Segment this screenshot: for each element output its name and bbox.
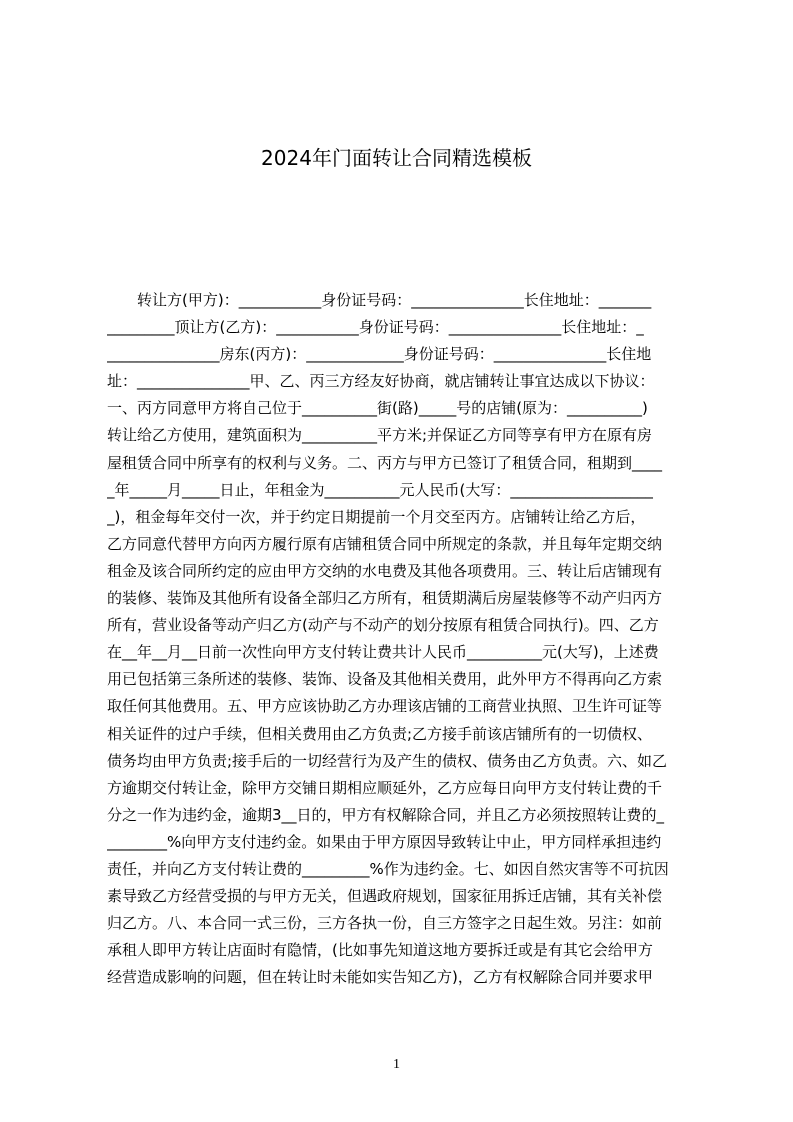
text-line: 转让方(甲方)：___________身份证号码：_______________长住地址：_______ [107,291,652,309]
text-line: 分之一作为违约金，逾期3__日的，甲方有权解除合同，并且乙方必须按照转让费的_ [107,805,665,824]
text-line: 承租人即甲方转让店面时有隐情，(比如事先知道这地方要拆迁或是有其它会给甲方 [107,941,653,960]
text-line: 乙方同意代替甲方向丙方履行原有店铺租赁合同中所规定的条款，并且每年定期交纳 [107,534,663,553]
text-line: 租金及该合同所约定的应由甲方交纳的水电费及其他各项费用。三、转让后店铺现有 [107,561,663,580]
text-line: 方逾期交付转让金，除甲方交铺日期相应顺延外，乙方应每日向甲方支付转让费的千 [107,778,663,797]
page-number: 1 [393,1057,400,1072]
text-line: 经营造成影响的问题，但在转让时未能如实告知乙方)，乙方有权解除合同并要求甲 [107,968,653,987]
text-line: _________顶让方(乙方)：___________身份证号码：_______________长住地址：_ [107,318,644,337]
text-line: 转让给乙方使用，建筑面积为__________平方米;并保证乙方同等享有甲方在原有房 [107,426,653,445]
text-line: 所有，营业设备等动产归乙方(动产与不动产的划分按原有租赁合同执行)。四、乙方 [107,616,659,635]
text-line: 责任，并向乙方支付转让费的_________%作为违约金。七、如因自然灾害等不可抗因 [107,859,669,878]
text-line: 取任何其他费用。五、甲方应该协助乙方办理该店铺的工商营业执照、卫生许可证等 [107,697,663,716]
text-line: 归乙方。八、本合同一式三份，三方各执一份，自三方签字之日起生效。另注：如前 [107,914,663,933]
text-line: _)，租金每年交付一次，并于约定日期提前一个月交至丙方。店铺转让给乙方后， [107,507,646,526]
text-line: 屋租赁合同中所享有的权利与义务。二、丙方与甲方已签订了租赁合同，租期到____ [107,453,663,472]
text-line: 用已包括第三条所述的装修、装饰、设备及其他相关费用，此外甲方不得再向乙方索 [107,670,663,689]
page-title: 2024年门面转让合同精选模板 [261,146,532,170]
text-line: ________%向甲方支付违约金。如果由于甲方原因导致转让中止，甲方同样承担违约 [107,832,662,851]
text-line: 债务均由甲方负责;接手后的一切经营行为及产生的债权、债务由乙方负责。六、如乙 [107,751,668,770]
text-line: 相关证件的过户手续，但相关费用由乙方负责;乙方接手前该店铺所有的一切债权、 [107,724,653,743]
contract-body [107,287,700,991]
text-line: 素导致乙方经营受损的与甲方无关，但遇政府规划，国家征用拆迁店铺，其有关补偿 [107,887,663,906]
text-line: 的装修、装饰及其他所有设备全部归乙方所有，租赁期满后房屋装修等不动产归丙方 [107,589,663,608]
text-line: 在__年__月__日前一次性向甲方支付转让费共计人民币__________元(大写)，上述费 [107,643,659,662]
text-line: _______________房东(丙方)：_____________身份证号码：_______________长住地 [107,345,652,364]
text-line: 一、丙方同意甲方将自己位于__________街(路)_____号的店铺(原为：__________) [107,399,648,418]
text-line: 址：_______________甲、乙、丙三方经友好协商，就店铺转让事宜达成以下协议： [107,372,655,391]
text-line: _年_____月_____日止，年租金为__________元人民币(大写：___________________ [107,480,653,499]
